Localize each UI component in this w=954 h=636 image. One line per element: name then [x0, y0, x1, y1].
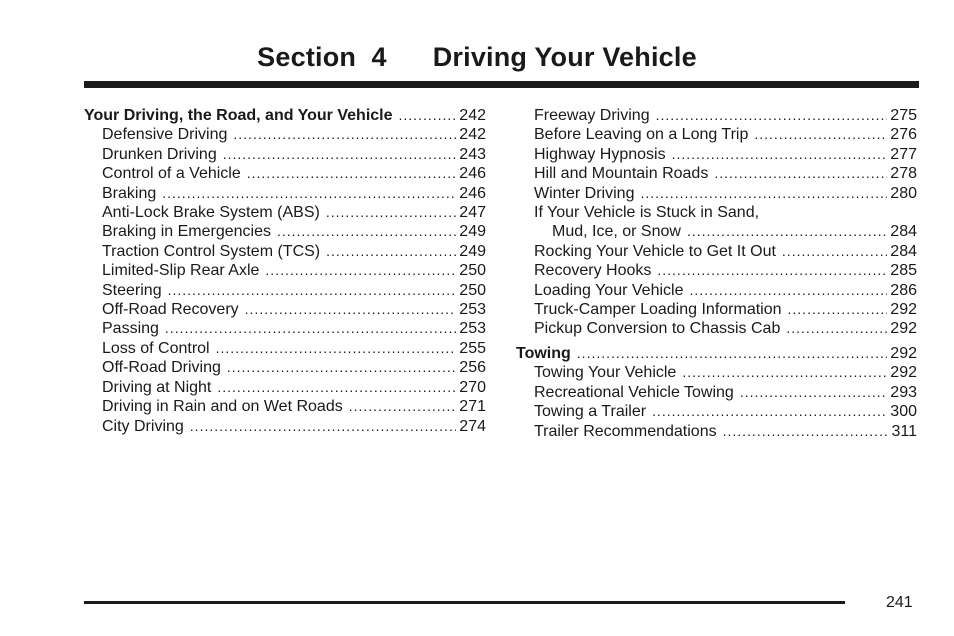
- toc-entry[interactable]: [84, 281, 486, 300]
- toc-entry[interactable]: [84, 203, 486, 222]
- toc-entry-label[interactable]: If Your Vehicle is Stuck in Sand,: [534, 204, 760, 222]
- toc-entry-label: Rocking Your Vehicle to Get It Out: [534, 242, 776, 260]
- dot-leader: [245, 300, 457, 319]
- toc-entry[interactable]: [516, 261, 917, 280]
- toc-right-column: [516, 106, 917, 441]
- toc-page-number: 253: [459, 320, 486, 338]
- toc-entry-label: Trailer Recommendations: [534, 422, 717, 440]
- toc-entry[interactable]: [516, 422, 917, 441]
- toc-entry[interactable]: [84, 397, 486, 416]
- dot-leader: [399, 106, 457, 125]
- toc-page-number: 242: [459, 126, 486, 144]
- toc-page-number: 255: [459, 339, 486, 357]
- toc-entry-label: Braking: [102, 184, 157, 202]
- toc-page-number: 284: [890, 242, 917, 260]
- dot-leader: [577, 344, 888, 363]
- toc-entry-label: Towing a Trailer: [534, 403, 647, 421]
- dot-leader: [652, 402, 887, 421]
- toc-entry-label: Truck-Camper Loading Information: [534, 301, 782, 319]
- toc-entry-label: Traction Control System (TCS): [102, 242, 321, 260]
- toc-page-number: 270: [459, 378, 486, 396]
- toc-entry-label: Driving in Rain and on Wet Roads: [102, 398, 343, 416]
- toc-entry[interactable]: [516, 402, 917, 421]
- dot-leader: [754, 125, 887, 144]
- toc-page-number: 292: [890, 301, 917, 319]
- toc-entry[interactable]: [516, 363, 917, 382]
- toc-page-number: 292: [890, 344, 917, 362]
- toc-page-number: 284: [890, 223, 917, 241]
- dot-leader: [657, 261, 887, 280]
- toc-entry-label: Off-Road Driving: [102, 359, 221, 377]
- toc-entry-label: Your Driving, the Road, and Your Vehicle: [84, 107, 393, 124]
- toc-entry-label: Steering: [102, 281, 162, 299]
- toc-page-number: 275: [890, 107, 917, 124]
- dot-leader: [190, 417, 457, 436]
- toc-entry-label: Passing: [102, 320, 159, 338]
- toc-page-number: 253: [459, 301, 486, 319]
- dot-leader: [277, 222, 456, 241]
- toc-entry-label: Anti-Lock Brake System (ABS): [102, 204, 320, 222]
- toc-page-number: 277: [890, 145, 917, 163]
- dot-leader: [640, 184, 887, 203]
- toc-entry[interactable]: [516, 242, 917, 261]
- toc-entry[interactable]: [84, 319, 486, 338]
- toc-page-number: 286: [890, 281, 917, 299]
- toc-page-number: 247: [459, 204, 486, 222]
- toc-left-column: [84, 106, 486, 436]
- toc-entry[interactable]: [84, 125, 486, 144]
- toc-entry-label: Freeway Driving: [534, 107, 650, 124]
- toc-page-number: 293: [890, 383, 917, 401]
- toc-entry-label: Mud, Ice, or Snow: [552, 223, 681, 241]
- dot-leader: [168, 281, 457, 300]
- dot-leader: [782, 242, 887, 261]
- toc-page-number: 246: [459, 165, 486, 183]
- toc-entry-label: Loss of Control: [102, 339, 210, 357]
- toc-entry-label: City Driving: [102, 417, 184, 435]
- dot-leader: [223, 145, 457, 164]
- toc-entry[interactable]: [516, 145, 917, 164]
- toc-page-number: 249: [459, 242, 486, 260]
- dot-leader: [682, 363, 887, 382]
- toc-entry-label: Hill and Mountain Roads: [534, 165, 709, 183]
- dot-leader: [165, 319, 456, 338]
- toc-entry-label: Braking in Emergencies: [102, 223, 271, 241]
- toc-entry-label: Driving at Night: [102, 378, 212, 396]
- toc-page-number: 292: [890, 364, 917, 382]
- toc-page-number: 285: [890, 262, 917, 280]
- toc-entry[interactable]: [84, 378, 486, 397]
- dot-leader: [788, 300, 888, 319]
- dot-leader: [216, 339, 457, 358]
- dot-leader: [227, 358, 456, 377]
- toc-entry[interactable]: [84, 222, 486, 241]
- toc-entry-label: Control of a Vehicle: [102, 165, 241, 183]
- toc-entry[interactable]: [84, 164, 486, 183]
- footer-rule: [84, 601, 845, 604]
- toc-page-number: 271: [459, 398, 486, 416]
- section-number: Section 4: [257, 42, 387, 72]
- toc-entry-label: Limited-Slip Rear Axle: [102, 262, 260, 280]
- toc-entry[interactable]: [516, 164, 917, 183]
- toc-entry-label: Winter Driving: [534, 184, 635, 202]
- section-title: Driving Your Vehicle: [432, 42, 697, 72]
- toc-page-number: 280: [890, 184, 917, 202]
- dot-leader: [656, 106, 888, 125]
- dot-leader: [786, 319, 887, 338]
- toc-page-number: 274: [459, 417, 486, 435]
- toc-entry[interactable]: [516, 125, 917, 144]
- dot-leader: [233, 125, 456, 144]
- toc-entry[interactable]: [84, 358, 486, 377]
- toc-heading[interactable]: [516, 344, 917, 363]
- page-title: [0, 42, 954, 73]
- toc-entry-label: Drunken Driving: [102, 145, 217, 163]
- toc-entry[interactable]: [84, 300, 486, 319]
- toc-page-number: 242: [459, 107, 486, 124]
- toc-entry[interactable]: [516, 281, 917, 300]
- toc-entry-label: Highway Hypnosis: [534, 145, 666, 163]
- toc-entry[interactable]: [84, 339, 486, 358]
- toc-entry-label: Loading Your Vehicle: [534, 281, 684, 299]
- toc-page-number: 276: [890, 126, 917, 144]
- toc-page-number: 311: [891, 422, 917, 440]
- toc-entry[interactable]: [516, 106, 917, 125]
- dot-leader: [326, 242, 456, 261]
- toc-entry[interactable]: [84, 145, 486, 164]
- dot-leader: [217, 378, 456, 397]
- toc-page-number: 300: [890, 403, 917, 421]
- toc-entry-label: Towing: [516, 344, 571, 362]
- toc-page-number: 250: [459, 262, 486, 280]
- toc-page-number: 246: [459, 184, 486, 202]
- toc-page-number: 256: [459, 359, 486, 377]
- dot-leader: [247, 164, 457, 183]
- dot-leader: [265, 261, 456, 280]
- dot-leader: [162, 184, 456, 203]
- toc-entry-label: Pickup Conversion to Chassis Cab: [534, 320, 781, 338]
- toc-entry[interactable]: [84, 261, 486, 280]
- header-rule: [84, 81, 919, 88]
- toc-page-number: 249: [459, 223, 486, 241]
- dot-leader: [687, 222, 887, 241]
- dot-leader: [672, 145, 888, 164]
- dot-leader: [689, 281, 887, 300]
- toc-entry[interactable]: [516, 319, 917, 338]
- dot-leader: [349, 397, 457, 416]
- toc-entry-label: Defensive Driving: [102, 126, 228, 144]
- dot-leader: [723, 422, 889, 441]
- toc-entry-label: Towing Your Vehicle: [534, 364, 677, 382]
- toc-entry-label: Before Leaving on a Long Trip: [534, 126, 749, 144]
- toc-entry[interactable]: [84, 184, 486, 203]
- toc-entry-label: Recreational Vehicle Towing: [534, 383, 734, 401]
- toc-page-number: 292: [890, 320, 917, 338]
- toc-page-number: 243: [459, 145, 486, 163]
- toc-entry[interactable]: [516, 383, 917, 402]
- toc-page-number: 278: [890, 165, 917, 183]
- page-number: 241: [886, 594, 913, 611]
- dot-leader: [740, 383, 887, 402]
- toc-entry[interactable]: [516, 184, 917, 203]
- toc-page-number: 250: [459, 281, 486, 299]
- toc-entry[interactable]: [516, 222, 917, 241]
- toc-entry[interactable]: [84, 242, 486, 261]
- toc-entry[interactable]: [516, 300, 917, 319]
- dot-leader: [326, 203, 456, 222]
- toc-entry-label: Recovery Hooks: [534, 262, 652, 280]
- dot-leader: [714, 164, 887, 183]
- toc-entry[interactable]: [84, 417, 486, 436]
- toc-heading[interactable]: [84, 106, 486, 125]
- toc-entry-label: Off-Road Recovery: [102, 301, 239, 319]
